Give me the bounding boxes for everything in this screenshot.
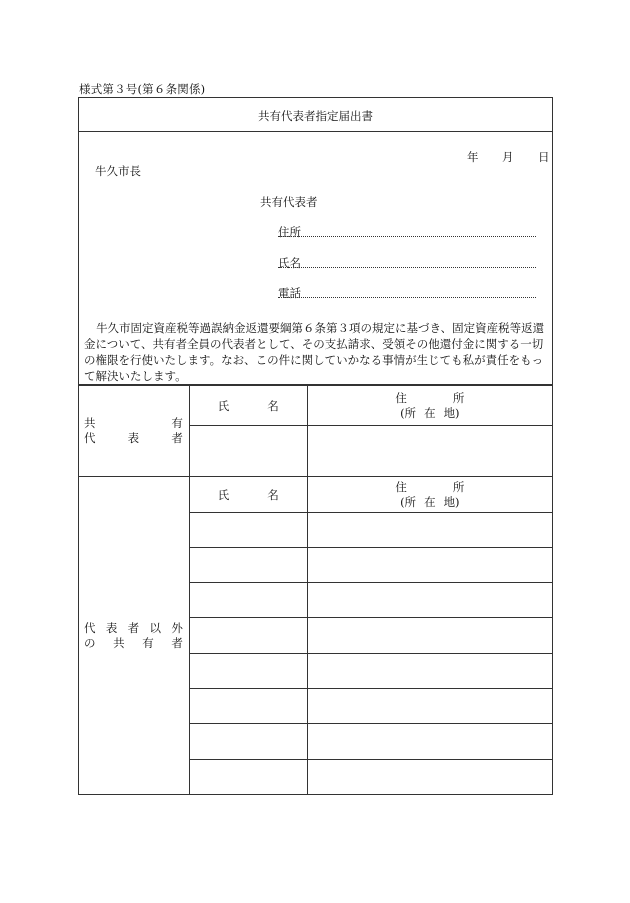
co-owner-name-cell[interactable] [189,513,307,548]
declaration-line: の権限を行使いたします。なお、この件に関していかなる事情が生じても私が責任をもっ [84,353,544,367]
label-line: 代 表 者 [84,431,183,445]
co-owner-address-cell[interactable] [307,724,552,760]
address-field[interactable] [278,236,536,237]
form-title: 共有代表者指定届出書 [258,109,373,123]
co-owner-name-cell[interactable] [189,689,307,724]
declaration-line: て解決いたします。 [84,369,187,383]
table-row [79,386,553,426]
address-header: 住 所 (所 在 地) [307,477,552,513]
co-owner-address-cell[interactable] [307,618,552,654]
phone-label: 電話 [278,286,301,300]
address-header: 住 所 (所 在 地) [307,386,552,426]
co-owner-address-cell[interactable] [307,548,552,583]
date-month-label: 月 [502,150,514,164]
co-owner-name-cell[interactable] [189,724,307,760]
address-label: 住所 [278,225,301,239]
rep-address-cell[interactable] [307,426,552,477]
co-owner-address-cell[interactable] [307,654,552,689]
label-line: 共 有 [84,416,183,430]
co-owner-name-cell[interactable] [189,548,307,583]
declaration-text [84,320,548,384]
name-header: 氏 名 [189,477,307,513]
rep-name-cell[interactable] [189,426,307,477]
addressee: 牛久市長 [95,164,141,178]
co-owner-name-cell[interactable] [189,618,307,654]
date-year-label: 年 [467,150,479,164]
co-owner-address-cell[interactable] [307,689,552,724]
co-owner-name-cell[interactable] [189,654,307,689]
other-co-owners-label [79,477,190,795]
co-owner-address-cell[interactable] [307,760,552,795]
date-day-label: 日 [538,150,550,164]
name-field[interactable] [278,267,536,268]
co-owner-name-cell[interactable] [189,583,307,618]
co-owner-name-cell[interactable] [189,760,307,795]
owners-table [78,385,553,795]
declaration-line: 牛久市固定資産税等過誤納金返還要綱第６条第３項の規定に基づき、固定資産税等返還 [96,321,545,335]
phone-field[interactable] [278,297,536,298]
co-owner-address-cell[interactable] [307,513,552,548]
name-header: 氏 名 [189,386,307,426]
co-owner-address-cell[interactable] [307,583,552,618]
declaration-line: 金について、共有者全員の代表者として、その支払請求、受領その他還付金に関する一切 [84,337,544,351]
co-owner-representative-label [79,386,190,477]
label-line: 代 表 者 以 外 [84,620,183,635]
representative-title: 共有代表者 [260,195,318,209]
label-line: の 共 有 者 [84,635,183,650]
name-label: 氏名 [278,256,301,270]
form-number-label: 様式第３号(第６条関係) [79,82,206,96]
table-row [79,477,553,513]
title-box [78,97,553,132]
